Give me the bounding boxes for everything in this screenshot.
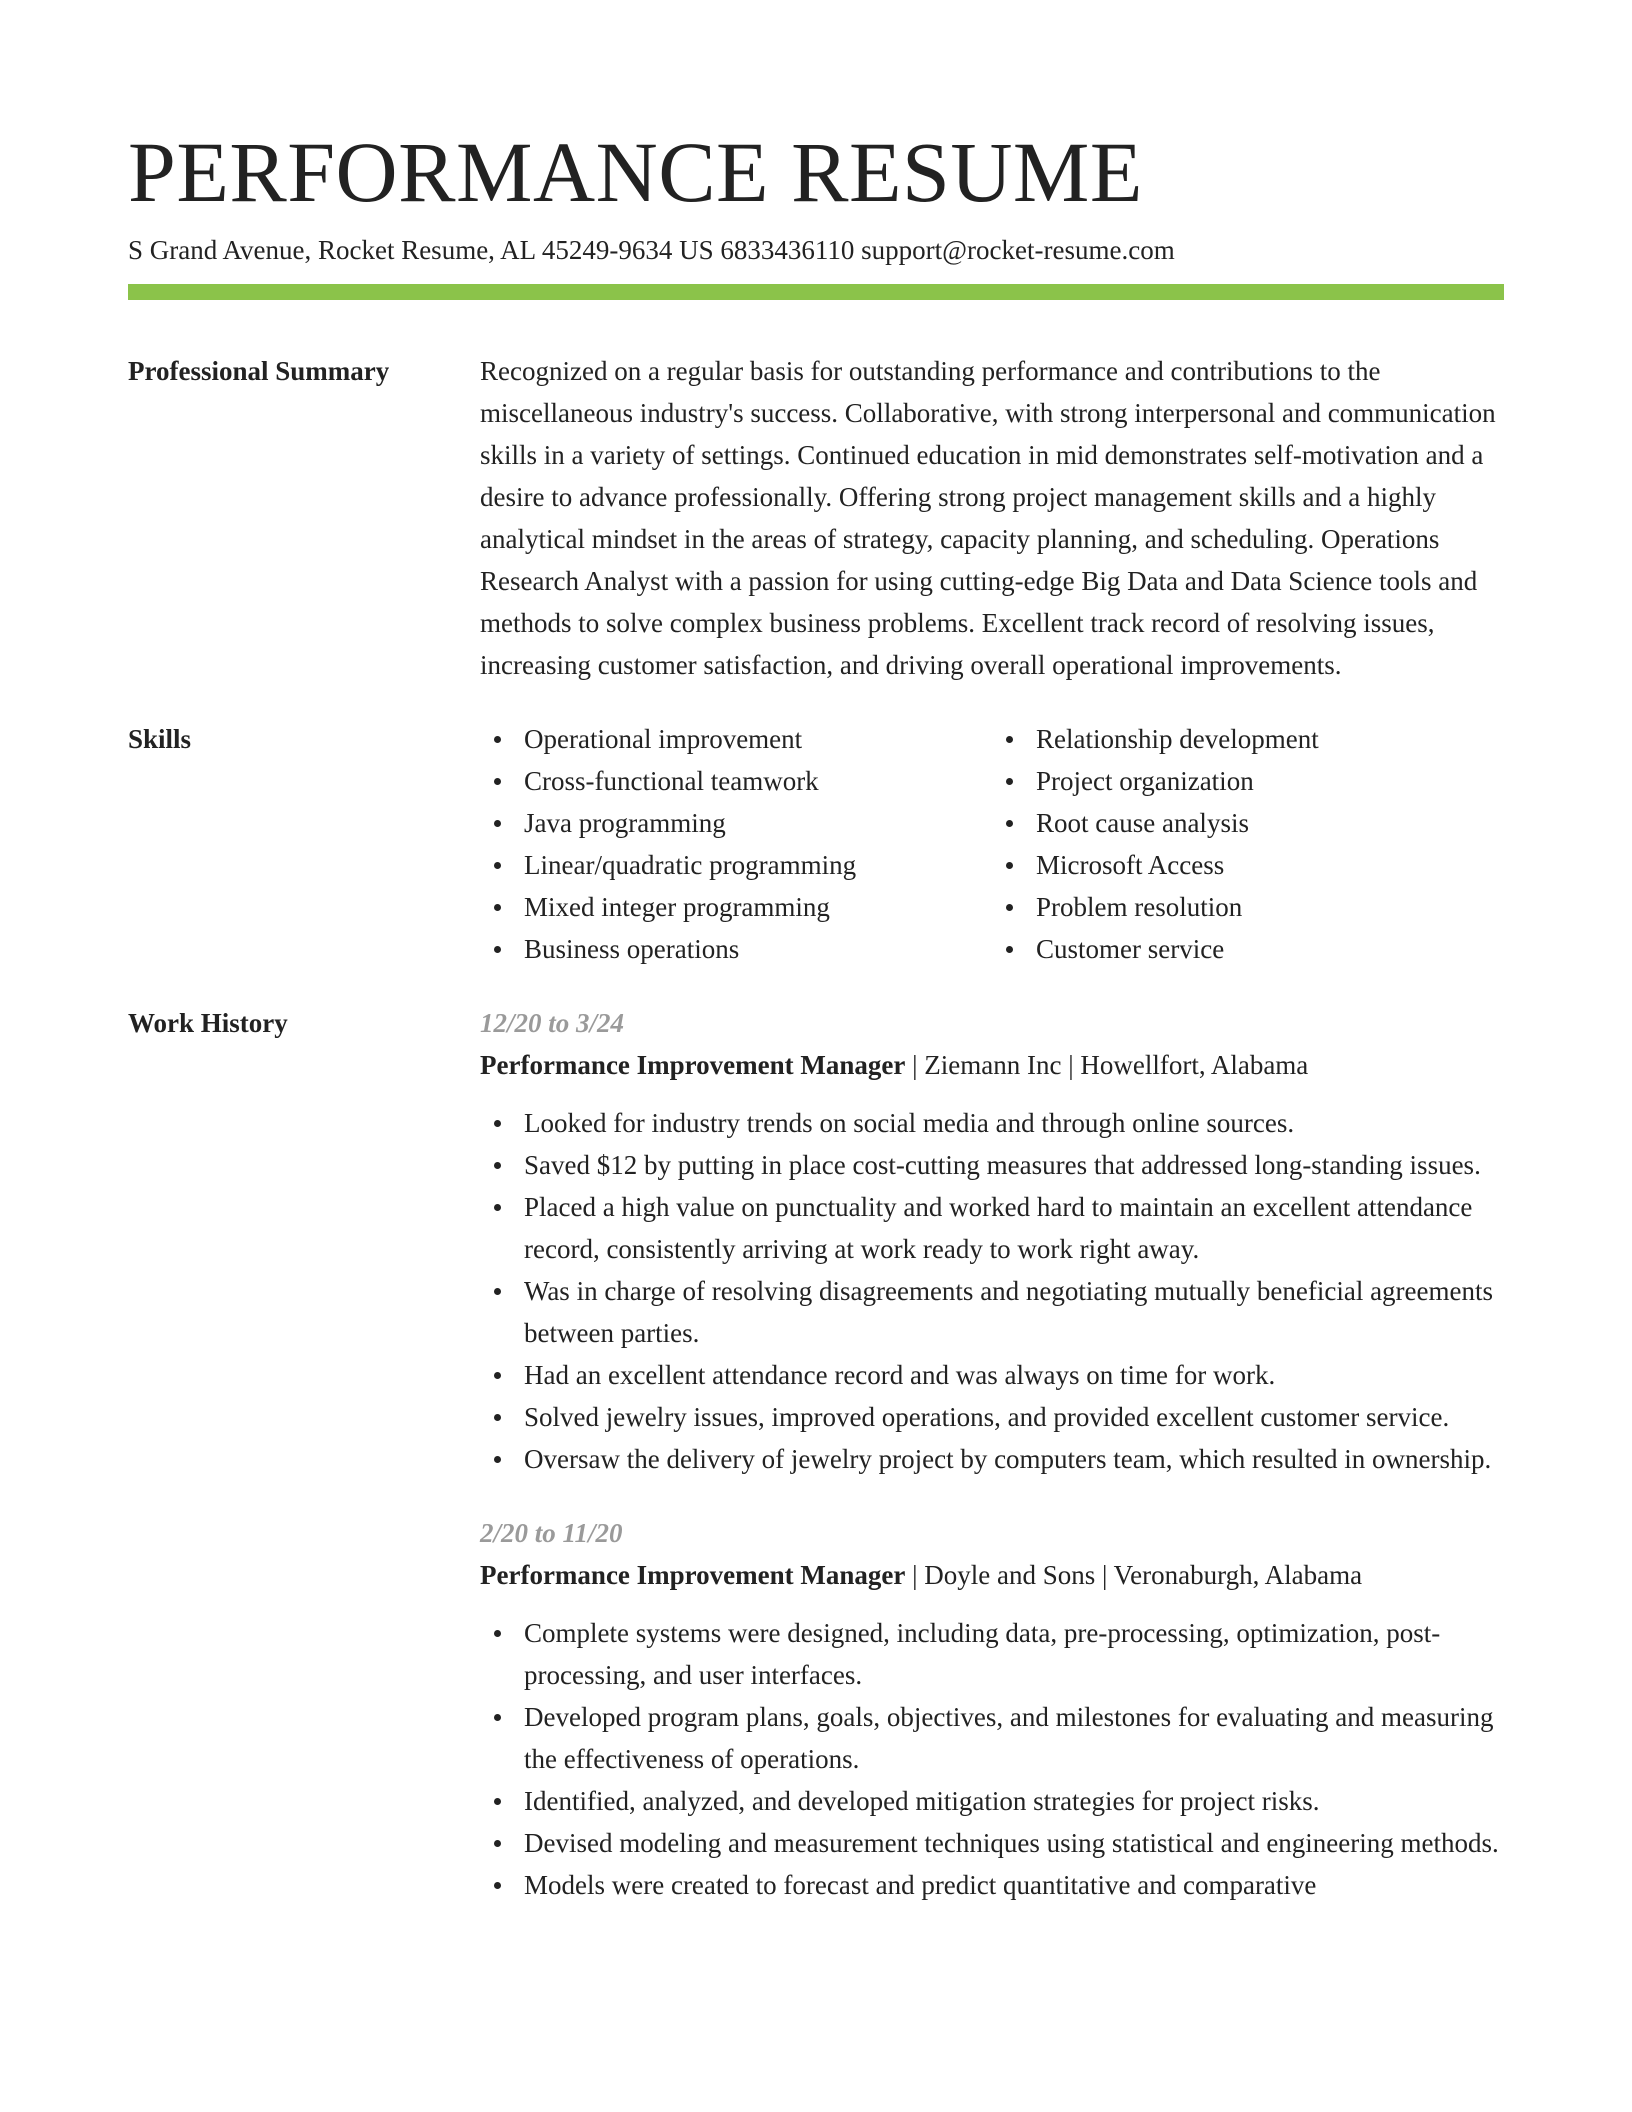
section-label-skills: Skills xyxy=(128,724,192,754)
job-heading xyxy=(480,1554,1504,1596)
job-bullet: Was in charge of resolving disagreements and negotiating mutually beneficial agreements between parties. xyxy=(524,1270,1504,1354)
job-dates: 12/20 to 3/24 xyxy=(480,1008,625,1038)
skill-item: Customer service xyxy=(1036,928,1504,970)
skill-item: Linear/quadratic programming xyxy=(524,844,992,886)
skill-item: Problem resolution xyxy=(1036,886,1504,928)
skills-column-left xyxy=(480,718,992,970)
job-company-location: | Doyle and Sons | Veronaburgh, Alabama xyxy=(905,1560,1363,1590)
skill-item: Java programming xyxy=(524,802,992,844)
job-title: Performance Improvement Manager xyxy=(480,1560,906,1590)
skills-column-right xyxy=(992,718,1504,970)
skills-columns xyxy=(480,718,1504,970)
job-bullet: Saved $12 by putting in place cost-cutting measures that addressed long-standing issues. xyxy=(524,1144,1504,1186)
skill-item: Microsoft Access xyxy=(1036,844,1504,886)
job-company-location: | Ziemann Inc | Howellfort, Alabama xyxy=(905,1050,1309,1080)
job-bullet-list xyxy=(480,1612,1504,1906)
job-title: Performance Improvement Manager xyxy=(480,1050,906,1080)
job-bullet: Oversaw the delivery of jewelry project by computers team, which resulted in ownership. xyxy=(524,1438,1504,1480)
professional-summary-section xyxy=(128,350,1504,686)
resume-page xyxy=(128,0,1504,1906)
job-bullet: Devised modeling and measurement techniques using statistical and engineering methods. xyxy=(524,1822,1504,1864)
skill-item: Business operations xyxy=(524,928,992,970)
job-bullet: Identified, analyzed, and developed mitigation strategies for project risks. xyxy=(524,1780,1504,1822)
work-history-body xyxy=(480,1002,1504,1906)
skill-item: Project organization xyxy=(1036,760,1504,802)
section-label-work-history: Work History xyxy=(128,1008,288,1038)
job-entry xyxy=(480,1512,1504,1906)
skill-item: Relationship development xyxy=(1036,718,1504,760)
resume-title: PERFORMANCE RESUME xyxy=(128,124,1143,220)
job-bullet: Solved jewelry issues, improved operations, and provided excellent customer service. xyxy=(524,1396,1504,1438)
job-bullet: Had an excellent attendance record and was always on time for work. xyxy=(524,1354,1504,1396)
section-label-summary: Professional Summary xyxy=(128,356,390,386)
header-divider xyxy=(128,284,1504,300)
job-bullet: Complete systems were designed, including data, pre-processing, optimization, post-processing, and user interfaces. xyxy=(524,1612,1504,1696)
skills-section xyxy=(128,718,1504,970)
skill-item: Root cause analysis xyxy=(1036,802,1504,844)
contact-line: S Grand Avenue, Rocket Resume, AL 45249-9634 US 6833436110 support@rocket-resume.com xyxy=(128,235,1175,265)
skill-item: Operational improvement xyxy=(524,718,992,760)
job-bullet: Developed program plans, goals, objectives, and milestones for evaluating and measuring the effectiveness of operations. xyxy=(524,1696,1504,1780)
skills-body xyxy=(480,718,1504,970)
skill-item: Mixed integer programming xyxy=(524,886,992,928)
job-bullet: Models were created to forecast and predict quantitative and comparative xyxy=(524,1864,1504,1906)
job-dates: 2/20 to 11/20 xyxy=(480,1518,623,1548)
job-entry xyxy=(480,1002,1504,1480)
skill-item: Cross-functional teamwork xyxy=(524,760,992,802)
job-bullet: Placed a high value on punctuality and worked hard to maintain an excellent attendance record, consistently arriving at work ready to work right away. xyxy=(524,1186,1504,1270)
job-bullet: Looked for industry trends on social media and through online sources. xyxy=(524,1102,1504,1144)
job-bullet-list xyxy=(480,1102,1504,1480)
job-heading xyxy=(480,1044,1504,1086)
summary-text: Recognized on a regular basis for outstanding performance and contributions to the miscellaneous industry's success. Collaborative, with strong interpersonal and communication skills in a variety of settings. Continued education in mid demonstrates self-motivation and a desire to advance professionally. Offering strong project management skills and a highly analytical mindset in the areas of strategy, capacity planning, and scheduling. Operations Research Analyst with a passion for using cutting-edge Big Data and Data Science tools and methods to solve complex business problems. Excellent track record of resolving issues, increasing customer satisfaction, and driving overall operational improvements. xyxy=(480,356,1496,680)
work-history-section xyxy=(128,1002,1504,1906)
